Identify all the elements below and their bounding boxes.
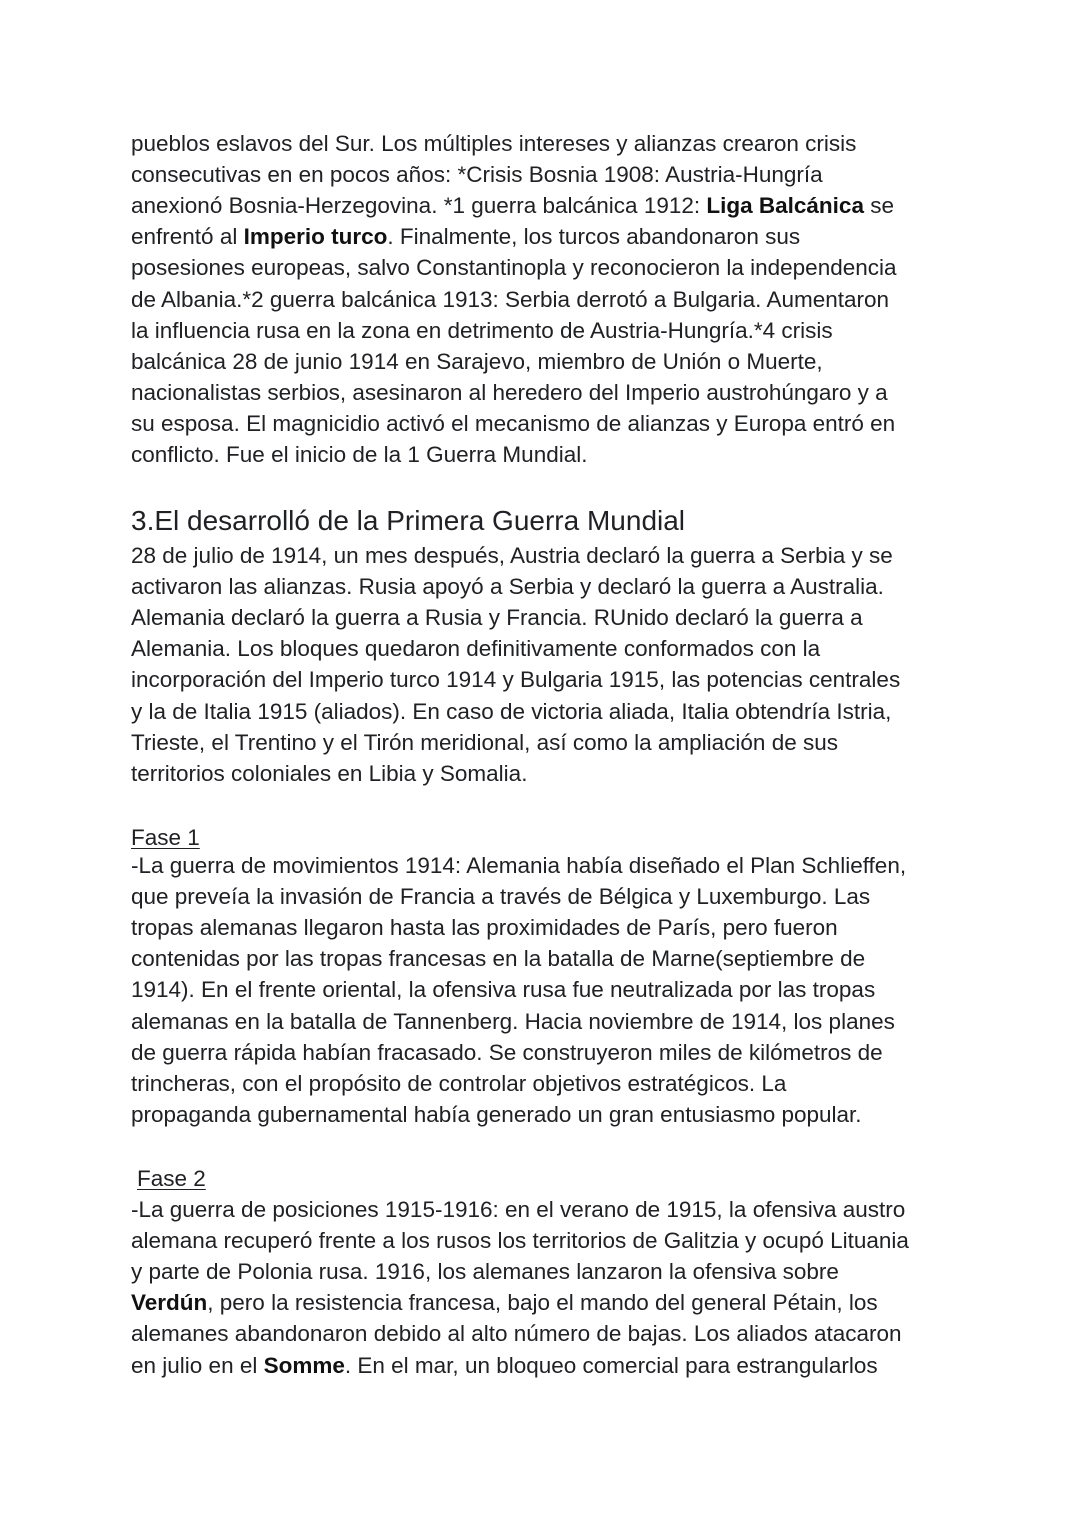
section-line: 28 de julio de 1914, un mes después, Austria declaró la guerra a Serbia y se bbox=[131, 543, 893, 568]
phase-1-line: propaganda gubernamental había generado un gran entusiasmo popular. bbox=[131, 1101, 862, 1127]
section-line: Trieste, el Trentino y el Tirón meridional, así como la ampliación de sus bbox=[131, 729, 838, 755]
intro-line: posesiones europeas, salvo Constantinopla y reconocieron la independencia bbox=[131, 255, 897, 281]
phase-1-line: alemanas en la batalla de Tannenberg. Hacia noviembre de 1914, los planes bbox=[131, 1008, 895, 1034]
bold-term: Imperio turco bbox=[243, 224, 388, 250]
phase-2-title: Fase 2 bbox=[137, 1166, 206, 1191]
phase-1-line: 1914). En el frente oriental, la ofensiva rusa fue neutralizada por las tropas bbox=[131, 977, 876, 1003]
phase-1-line: trincheras, con el propósito de controlar objetivos estratégicos. La bbox=[131, 1070, 787, 1096]
section-line: territorios coloniales en Libia y Somalia. bbox=[131, 760, 528, 786]
section-line: incorporación del Imperio turco 1914 y Bulgaria 1915, las potencias centrales bbox=[131, 667, 901, 693]
phase-1-title: Fase 1 bbox=[131, 825, 200, 850]
intro-line: la influencia rusa en la zona en detrimento de Austria-Hungría.*4 crisis bbox=[131, 317, 833, 343]
intro-line: de Albania.*2 guerra balcánica 1913: Serbia derrotó a Bulgaria. Aumentaron bbox=[131, 286, 890, 312]
phase-2-line: Verdún, pero la resistencia francesa, bajo el mando del general Pétain, los bbox=[131, 1290, 878, 1316]
phase-1-line: contenidas por las tropas francesas en la batalla de Marne(septiembre de bbox=[131, 946, 866, 972]
intro-line: consecutivas en en pocos años: *Crisis Bosnia 1908: Austria-Hungría bbox=[131, 162, 823, 188]
intro-line: enfrentó al Imperio turco. Finalmente, los turcos abandonaron sus bbox=[131, 224, 801, 250]
bold-term: Liga Balcánica bbox=[706, 193, 864, 219]
bold-term: Verdún bbox=[131, 1290, 208, 1316]
section-line: Alemania. Los bloques quedaron definitivamente conformados con la bbox=[131, 636, 821, 662]
intro-line: su esposa. El magnicidio activó el mecanismo de alianzas y Europa entró en bbox=[131, 410, 896, 436]
phase-2-line: -La guerra de posiciones 1915-1916: en el verano de 1915, la ofensiva austro bbox=[131, 1197, 906, 1222]
phase-1-line: tropas alemanas llegaron hasta las proximidades de París, pero fueron bbox=[131, 915, 838, 941]
intro-line: balcánica 28 de junio 1914 en Sarajevo, miembro de Unión o Muerte, bbox=[131, 348, 823, 374]
section-heading: 3.El desarrolló de la Primera Guerra Mundial bbox=[131, 505, 686, 536]
phase-1-line: de guerra rápida habían fracasado. Se construyeron miles de kilómetros de bbox=[131, 1039, 883, 1065]
intro-line: conflicto. Fue el inicio de la 1 Guerra Mundial. bbox=[131, 442, 588, 467]
section-line: Alemania declaró la guerra a Rusia y Francia. RUnido declaró la guerra a bbox=[131, 605, 863, 631]
phase-1-line: -La guerra de movimientos 1914: Alemania había diseñado el Plan Schlieffen, bbox=[131, 853, 907, 878]
phase-1-line: que preveía la invasión de Francia a través de Bélgica y Luxemburgo. Las bbox=[131, 884, 871, 910]
bold-term: Somme bbox=[263, 1352, 345, 1378]
intro-line: nacionalistas serbios, asesinaron al heredero del Imperio austrohúngaro y a bbox=[131, 379, 888, 405]
phase-2-line: alemana recuperó frente a los rusos los territorios de Galitzia y ocupó Lituania bbox=[131, 1228, 909, 1254]
intro-line: pueblos eslavos del Sur. Los múltiples intereses y alianzas crearon crisis bbox=[131, 131, 857, 156]
section-line: activaron las alianzas. Rusia apoyó a Serbia y declaró la guerra a Australia. bbox=[131, 574, 884, 600]
intro-line: anexionó Bosnia-Herzegovina. *1 guerra balcánica 1912: Liga Balcánica se bbox=[131, 193, 894, 219]
phase-2-line: alemanes abandonaron debido al alto número de bajas. Los aliados atacaron bbox=[131, 1321, 902, 1347]
phase-2-line: en julio en el Somme. En el mar, un bloqueo comercial para estrangularlos bbox=[131, 1352, 878, 1378]
section-line: y la de Italia 1915 (aliados). En caso de victoria aliada, Italia obtendría Istria, bbox=[131, 698, 892, 724]
phase-2-line: y parte de Polonia rusa. 1916, los alemanes lanzaron la ofensiva sobre bbox=[131, 1259, 839, 1285]
